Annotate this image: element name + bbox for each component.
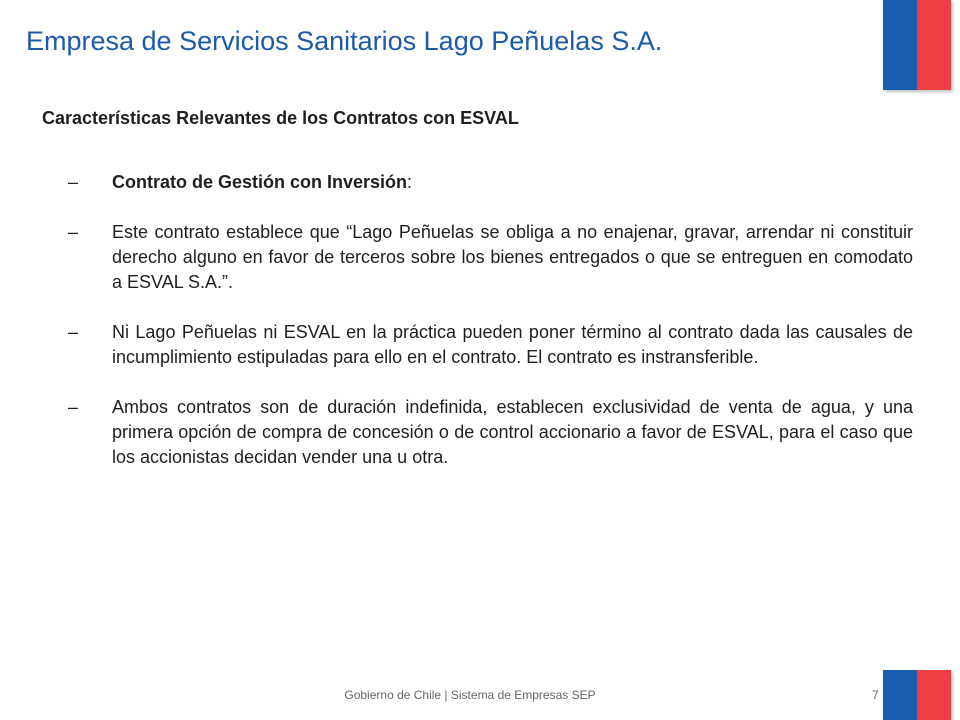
slide-title: Empresa de Servicios Sanitarios Lago Peñuelas S.A.: [26, 26, 663, 56]
bullet-dash: –: [68, 172, 79, 192]
chile-flag-bottom: [883, 670, 951, 720]
flag-blue-stripe: [883, 0, 917, 90]
bullet-dash: –: [68, 322, 79, 342]
slide-subtitle: Características Relevantes de los Contratos con ESVAL: [42, 108, 519, 128]
bullet-dash: –: [68, 397, 79, 417]
chile-flag-top: [883, 0, 951, 90]
bullet-termino: [68, 320, 913, 370]
bullet-text: Ambos contratos son de duración indefinida, establecen exclusividad de venta de agua, y una primera opción de compra de concesión o de control accionario a favor de ESVAL, para el caso que los accionistas decidan vender una u otra.: [112, 397, 913, 467]
bullet-text: :: [407, 172, 413, 192]
bullet-dash: –: [68, 222, 79, 242]
bullet-obligacion: [68, 220, 913, 295]
flag-blue-stripe: [883, 670, 917, 720]
bullet-text: Ni Lago Peñuelas ni ESVAL en la práctica pueden poner término al contrato dada las causales de incumplimiento estipuladas para ello en el contrato. El contrato es instransferible.: [112, 322, 913, 367]
flag-red-stripe: [917, 670, 951, 720]
bullet-text: Este contrato establece que “Lago Peñuelas se obliga a no enajenar, gravar, arrendar ni constituir derecho alguno en favor de terceros sobre los bienes entregados o que se entreguen en comodato a ESVAL S.A.”.: [112, 222, 913, 292]
bullet-list: [68, 170, 913, 470]
bullet-contrato-gestion: [68, 170, 913, 195]
footer-text: Gobierno de Chile | Sistema de Empresas SEP: [344, 688, 596, 702]
flag-red-stripe: [917, 0, 951, 90]
bullet-duracion: [68, 395, 913, 470]
bullet-heading: Contrato de Gestión con Inversión: [112, 172, 408, 192]
page-number: 7: [872, 688, 879, 702]
